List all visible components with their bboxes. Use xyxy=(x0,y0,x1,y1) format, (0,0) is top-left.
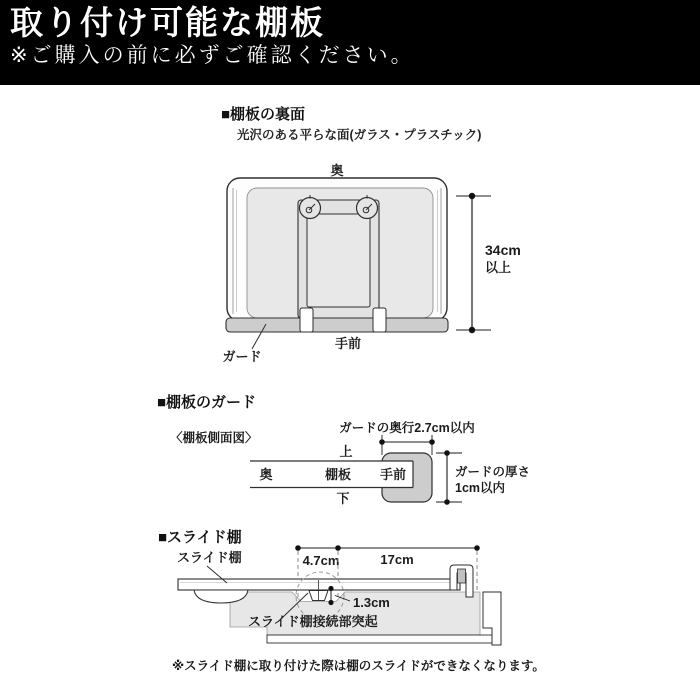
figure-shelf-back-view xyxy=(180,158,540,370)
dim-34cm-value: 34cm xyxy=(485,242,521,258)
label-front-side: 手前 xyxy=(334,336,362,351)
dim-17cm: 17cm xyxy=(380,552,414,567)
dim-guard-depth-label: ガードの奥行2.7cm以内 xyxy=(339,421,475,435)
label-front: 手前 xyxy=(379,467,407,482)
header-banner xyxy=(0,0,700,85)
dim-34cm-qualifier: 以上 xyxy=(485,260,512,275)
dim-4-7cm: 4.7cm xyxy=(302,553,340,568)
label-side-view: 〈棚板側面図〉 xyxy=(170,431,258,445)
frame-clip-right xyxy=(373,308,386,332)
page-title: 取り付け可能な棚板 xyxy=(10,4,325,41)
label-guard: ガード xyxy=(222,349,262,364)
dimension-top-line xyxy=(295,545,480,551)
section-heading-slide: ■スライド棚 xyxy=(158,529,242,546)
base-bottom-bar xyxy=(267,635,498,643)
section-heading-guard: ■棚板のガード xyxy=(157,394,257,411)
label-top: 上 xyxy=(339,444,353,459)
section-subheading-shelf-back: 光沢のある平らな面(ガラス・プラスチック) xyxy=(237,128,482,142)
frame-clip-left xyxy=(300,308,313,332)
label-back: 奥 xyxy=(259,467,273,482)
mount-frame-inner xyxy=(307,214,370,307)
label-slide-shelf: スライド棚 xyxy=(177,550,242,565)
figure-guard-side-view xyxy=(150,405,550,517)
label-back-side: 奥 xyxy=(330,163,344,178)
slide-shelf-note: ※スライド棚に取り付けた際は棚のスライドができなくなります。 xyxy=(172,659,545,673)
rail-cross-section xyxy=(458,569,466,583)
section-heading-shelf-back: ■棚板の裏面 xyxy=(221,106,306,123)
page-subtitle: ※ご購入の前に必ずご確認ください。 xyxy=(10,43,415,67)
slide-shelf-bar xyxy=(178,579,460,590)
label-shelf-board: 棚板 xyxy=(324,467,352,482)
figure-slide-shelf-view xyxy=(150,540,552,658)
dimension-guard-depth xyxy=(379,435,435,455)
dim-guard-thickness-line1: ガードの厚さ xyxy=(455,465,531,479)
label-protrusion: スライド棚接続部突起 xyxy=(248,614,378,629)
dim-1-3cm-label: 1.3cm xyxy=(353,595,390,610)
dim-guard-thickness-line2: 1cm以内 xyxy=(455,481,506,495)
guard-strip xyxy=(226,318,448,332)
label-bottom: 下 xyxy=(336,491,350,506)
